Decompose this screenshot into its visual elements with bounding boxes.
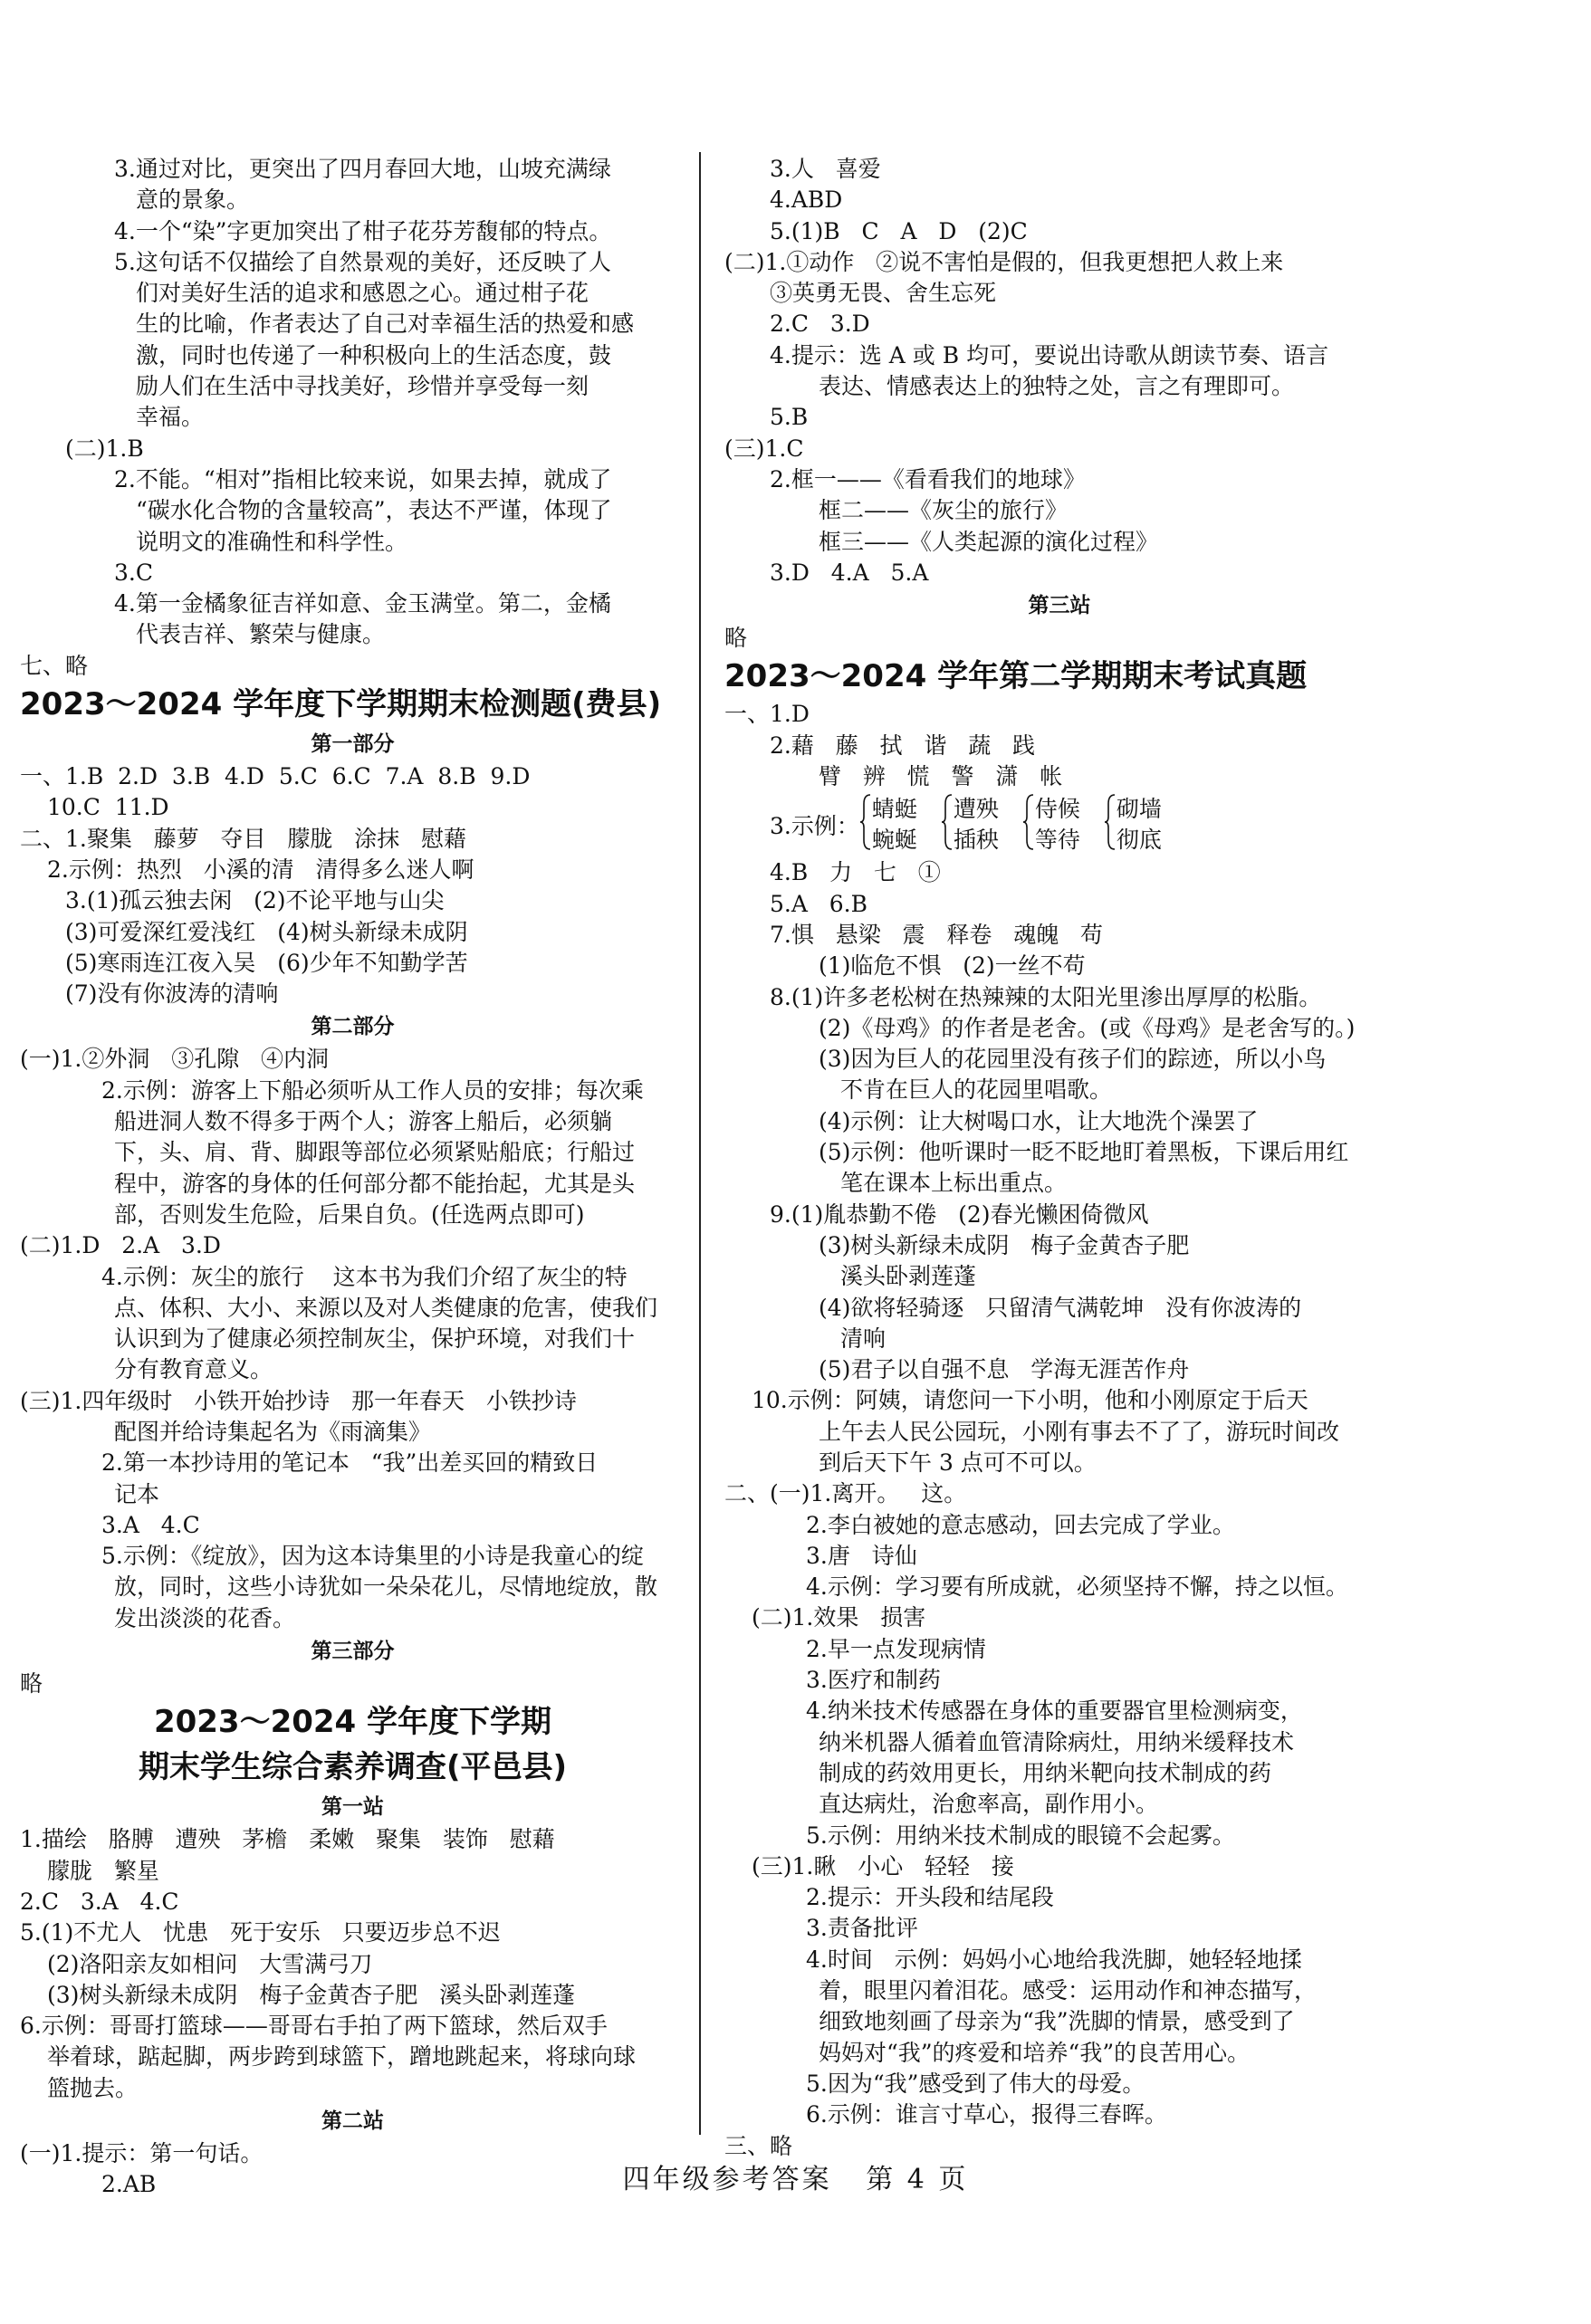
answer-line: 2.框一——《看看我们的地球》 (770, 465, 1086, 493)
answer-line: (4)示例：让大树喝口水，让大地洗个澡罢了 (819, 1107, 1259, 1134)
answer-line: 8.(1)许多老松树在热辣辣的太阳光里渗出厚厚的松脂。 (770, 983, 1322, 1010)
word: 等待 (1034, 827, 1080, 854)
answer-line: 溪头卧剥莲蓬 (840, 1263, 977, 1290)
answer-line: 代表吉祥、繁荣与健康。 (136, 621, 386, 648)
answer-line: 2.AB (101, 2171, 157, 2198)
section-heading: 第三站 (1028, 594, 1091, 618)
answer-line: 1.描绘 胳膊 遭殃 茅檐 柔嫩 聚集 装饰 慰藉 (20, 1826, 555, 1853)
answer-line: 笔在课本上标出重点。 (840, 1170, 1068, 1197)
answer-line: 认识到为了健康必须控制灰尘，保护环境，对我们十 (114, 1325, 636, 1353)
answer-line: 一、1.B 2.D 3.B 4.D 5.C 6.C 7.A 8.B 9.D (20, 763, 531, 790)
answer-line: 3.(1)孤云独去闲 (2)不论平地与山尖 (65, 887, 445, 914)
answer-line: 意的景象。 (136, 186, 250, 214)
answer-line: 制成的药效用更长，用纳米靶向技术制成的药 (819, 1759, 1272, 1786)
answer-line: 三、略 (724, 2132, 793, 2159)
answer-line: 说明文的准确性和科学性。 (136, 528, 408, 555)
word: 侍候 (1034, 796, 1080, 823)
answer-line: (三)1.四年级时 小铁开始抄诗 那一年春天 小铁抄诗 (20, 1387, 577, 1414)
answer-line: 七、略 (20, 652, 89, 679)
answer-line: 5.(1)B C A D (2)C (770, 217, 1028, 244)
answer-line: 6.示例：谁言寸草心，报得三春晖。 (806, 2101, 1167, 2128)
answer-line: (2)《母鸡》的作者是老舍。(或《母鸡》是老舍写的。) (819, 1014, 1356, 1041)
answer-line: 细致地刻画了母亲为“我”洗脚的情景，感受到了 (819, 2008, 1295, 2035)
answer-line: 配图并给诗集起名为《雨滴集》 (114, 1418, 432, 1445)
right-column (724, 154, 1395, 2162)
answer-line: 略 (724, 625, 748, 652)
answer-line: 6.示例：哥哥打篮球——哥哥右手拍了两下篮球，然后双手 (20, 2013, 608, 2040)
answer-line: 4.第一金橘象征吉祥如意、金玉满堂。第二，金橘 (114, 590, 611, 617)
answer-line: 妈妈对“我”的疼爱和培养“我”的良苦用心。 (819, 2039, 1251, 2066)
word: 彻底 (1116, 827, 1162, 854)
answer-line: 2.示例：游客上下船必须听从工作人员的安排；每次乘 (101, 1076, 644, 1104)
answer-line: 5.因为“我”感受到了伟大的母爱。 (806, 2070, 1145, 2097)
answer-line: (一)1.提示：第一句话。 (20, 2140, 264, 2167)
answer-line: (3)树头新绿未成阴 梅子金黄杏子肥 (819, 1231, 1190, 1258)
answer-line: 2.示例：热烈 小溪的清 清得多么迷人啊 (47, 856, 474, 883)
word: 蜿蜒 (871, 827, 917, 854)
answer-line: 3.唐 诗仙 (806, 1542, 917, 1569)
answer-line: 直达病灶，治愈率高，副作用小。 (819, 1791, 1159, 1818)
answer-line: 3.C (114, 559, 153, 586)
word-pair (954, 794, 999, 856)
answer-line: (三)1.C (724, 435, 804, 462)
answer-line: 略 (20, 1670, 43, 1698)
answer-line: 部，否则发生危险，后果自负。(任选两点即可) (114, 1200, 585, 1228)
answer-line: (4)欲将轻骑逐 只留清气满乾坤 没有你波涛的 (819, 1294, 1302, 1321)
page-footer: 四年级参考答案 第 4 页 (622, 2164, 969, 2195)
answer-line: (二)1.D 2.A 3.D (20, 1232, 221, 1259)
answer-line: 2.不能。“相对”指相比较来说，如果去掉，就成了 (114, 465, 612, 493)
word: 插秧 (953, 827, 999, 854)
word: 蜻蜓 (871, 796, 917, 823)
answer-line: 3.医疗和制药 (806, 1667, 941, 1694)
answer-line: 纳米机器人循着血管清除病灶，用纳米缓释技术 (819, 1728, 1295, 1755)
example-3-braces (724, 792, 1395, 857)
answer-line: 激，同时也传递了一种积极向上的生活态度，鼓 (136, 341, 612, 368)
answer-line: 发出淡淡的花香。 (114, 1604, 296, 1631)
brace-icon (859, 793, 872, 856)
answer-line: 3.责备批评 (806, 1915, 918, 1942)
answer-line: 4.时间 示例：妈妈小心地给我洗脚，她轻轻地揉 (806, 1946, 1302, 1973)
answer-line: 下，头、肩、背、脚跟等部位必须紧贴船底；行船过 (114, 1139, 636, 1166)
section-heading: 第二部分 (311, 1015, 395, 1039)
section-heading: 2023～2024 学年度下学期期末检测题(费县) (20, 686, 662, 723)
answer-line: 清响 (840, 1325, 887, 1352)
column-divider (699, 152, 701, 2135)
answer-line: 框二——《灰尘的旅行》 (819, 497, 1069, 524)
answer-line: 一、1.D (724, 701, 810, 728)
answer-line: 2.C 3.D (770, 311, 870, 338)
answer-line: 5.示例：用纳米技术制成的眼镜不会起雾。 (806, 1822, 1235, 1849)
answer-line: 3.通过对比，更突出了四月春回大地，山坡充满绿 (114, 156, 611, 182)
answer-line: 3.D 4.A 5.A (770, 559, 929, 586)
answer-line: ③英勇无畏、舍生忘死 (770, 280, 997, 307)
answer-line: 励人们在生活中寻找美好，珍惜并享受每一刻 (136, 373, 589, 400)
section-heading: 第三部分 (311, 1640, 395, 1664)
answer-line: 上午去人民公园玩，小刚有事去不了了，游玩时间改 (819, 1418, 1340, 1445)
section-heading: 第一部分 (311, 732, 395, 757)
answer-line: 不肯在巨人的花园里唱歌。 (840, 1076, 1113, 1104)
answer-line: (1)临危不惧 (2)一丝不苟 (819, 952, 1086, 980)
answer-line: 7.惧 悬梁 震 释卷 魂魄 苟 (770, 921, 1104, 948)
answer-line: 朦胧 繁星 (47, 1857, 159, 1884)
answer-line: 4.ABD (770, 186, 843, 214)
answer-line: 二、(一)1.离开。 这。 (724, 1480, 967, 1507)
answer-line: (7)没有你波涛的清响 (65, 980, 279, 1008)
answer-line: 3.A 4.C (101, 1511, 200, 1538)
answer-line: 4.示例：灰尘的旅行 这本书为我们介绍了灰尘的特 (101, 1263, 628, 1290)
answer-line: 幸福。 (136, 404, 205, 431)
section-heading: 第一站 (321, 1795, 384, 1820)
answer-line: 程中，游客的身体的任何部分都不能抬起，尤其是头 (114, 1170, 636, 1197)
answer-line: 4.一个“染”字更加突出了柑子花芬芳馥郁的特点。 (114, 217, 612, 244)
answer-line: 5.(1)不尤人 忧患 死于安乐 只要迈步总不迟 (20, 1919, 501, 1946)
answer-line: 分有教育意义。 (114, 1356, 273, 1383)
answer-line: 2.藉 藤 拭 谐 蔬 践 (770, 732, 1036, 759)
answer-line: “碳水化合物的含量较高”，表达不严谨，体现了 (136, 497, 612, 524)
word: 砌墙 (1116, 796, 1162, 823)
word-pair (872, 794, 917, 856)
answer-line: 10.示例：阿姨，请您问一下小明，他和小刚原定于后天 (752, 1387, 1308, 1414)
answer-line: (3)可爱深红爱浅红 (4)树头新绿未成阴 (65, 918, 468, 945)
answer-line: 生的比喻，作者表达了自己对幸福生活的热爱和感 (136, 311, 635, 338)
answer-line: (2)洛阳亲友如相问 大雪满弓刀 (47, 1950, 373, 1977)
answer-line: (二)1.效果 损害 (752, 1604, 926, 1631)
word-pair (1117, 794, 1162, 856)
section-heading: 2023～2024 学年第二学期期末考试真题 (724, 658, 1308, 695)
answer-line: 篮抛去。 (47, 2074, 139, 2101)
answer-line: 2.提示：开头段和结尾段 (806, 1884, 1054, 1911)
answer-line: (二)1.①动作 ②说不害怕是假的，但我更想把人救上来 (724, 248, 1284, 275)
answer-line: 4.提示：选 A 或 B 均可，要说出诗歌从朗读节奏、语言 (770, 341, 1329, 368)
answer-line: 们对美好生活的追求和感恩之心。通过柑子花 (136, 280, 589, 307)
answer-line: (3)树头新绿未成阴 梅子金黄杏子肥 溪头卧剥莲蓬 (47, 1981, 576, 2008)
answer-line: 4.纳米技术传感器在身体的重要器官里检测病变， (806, 1698, 1303, 1725)
answer-line: (一)1.②外洞 ③孔隙 ④内洞 (20, 1046, 330, 1073)
answer-line: 3.人 喜爱 (770, 156, 881, 182)
answer-line: 臂 辨 慌 警 潇 帐 (819, 763, 1063, 790)
answer-line: (三)1.瞅 小心 轻轻 接 (752, 1852, 1014, 1879)
answer-line: (5)君子以自强不息 学海无涯苦作舟 (819, 1356, 1190, 1383)
brace-icon (1022, 793, 1035, 856)
left-column (20, 154, 685, 2201)
answer-line: 船进洞人数不得多于两个人；游客上船后，必须躺 (114, 1108, 613, 1135)
answer-line: (5)示例：他听课时一眨不眨地盯着黑板，下课后用红 (819, 1139, 1349, 1166)
answer-line: 2.C 3.A 4.C (20, 1888, 179, 1915)
answer-line: 二、1.聚集 藤萝 夺目 朦胧 涂抹 慰藉 (20, 825, 467, 852)
answer-line: 4.示例：学习要有所成就，必须坚持不懈，持之以恒。 (806, 1573, 1348, 1601)
answer-line: 5.A 6.B (770, 890, 867, 917)
brace-icon (1104, 793, 1117, 856)
example-label: 3.示例： (770, 813, 859, 840)
answer-line: 表达、情感表达上的独特之处，言之有理即可。 (819, 373, 1295, 400)
answer-line: 着，眼里闪着泪花。感受：运用动作和神态描写， (819, 1977, 1318, 2004)
answer-line: 10.C 11.D (47, 794, 169, 821)
answer-line: 举着球，踮起脚，两步跨到球篮下，蹭地跳起来，将球向球 (47, 2043, 637, 2071)
answer-line: 5.这句话不仅描绘了自然景观的美好，还反映了人 (114, 248, 611, 275)
word-pair (1035, 794, 1080, 856)
answer-line: 2.早一点发现病情 (806, 1635, 986, 1662)
answer-line: 记本 (114, 1480, 160, 1507)
answer-line: 框三——《人类起源的演化过程》 (819, 528, 1159, 555)
section-heading: 2023～2024 学年度下学期 (153, 1704, 552, 1741)
answer-line: (二)1.B (65, 435, 144, 462)
answer-line: 点、体积、大小、来源以及对人类健康的危害，使我们 (114, 1294, 658, 1321)
section-heading: 第二站 (321, 2109, 384, 2134)
answer-line: 到后天下午 3 点可不可以。 (819, 1449, 1097, 1476)
word: 遭殃 (953, 796, 999, 823)
answer-line: 5.B (770, 404, 809, 431)
answer-line: 2.第一本抄诗用的笔记本 “我”出差买回的精致日 (101, 1449, 599, 1477)
answer-line: 2.李白被她的意志感动，回去完成了学业。 (806, 1511, 1235, 1538)
answer-line: 5.示例：《绽放》，因为这本诗集里的小诗是我童心的绽 (101, 1543, 644, 1570)
answer-line: (3)因为巨人的花园里没有孩子们的踪迹，所以小鸟 (819, 1046, 1327, 1073)
brace-icon (941, 793, 954, 856)
answer-line: 4.B 力 七 ① (770, 859, 941, 886)
answer-line: 放，同时，这些小诗犹如一朵朵花儿，尽情地绽放，散 (114, 1573, 658, 1601)
answer-line: (5)寒雨连江夜入吴 (6)少年不知勤学苦 (65, 949, 468, 976)
section-heading: 期末学生综合素养调查(平邑县) (138, 1749, 568, 1786)
answer-line: 9.(1)胤恭勤不倦 (2)春光懒困倚微风 (770, 1200, 1149, 1228)
